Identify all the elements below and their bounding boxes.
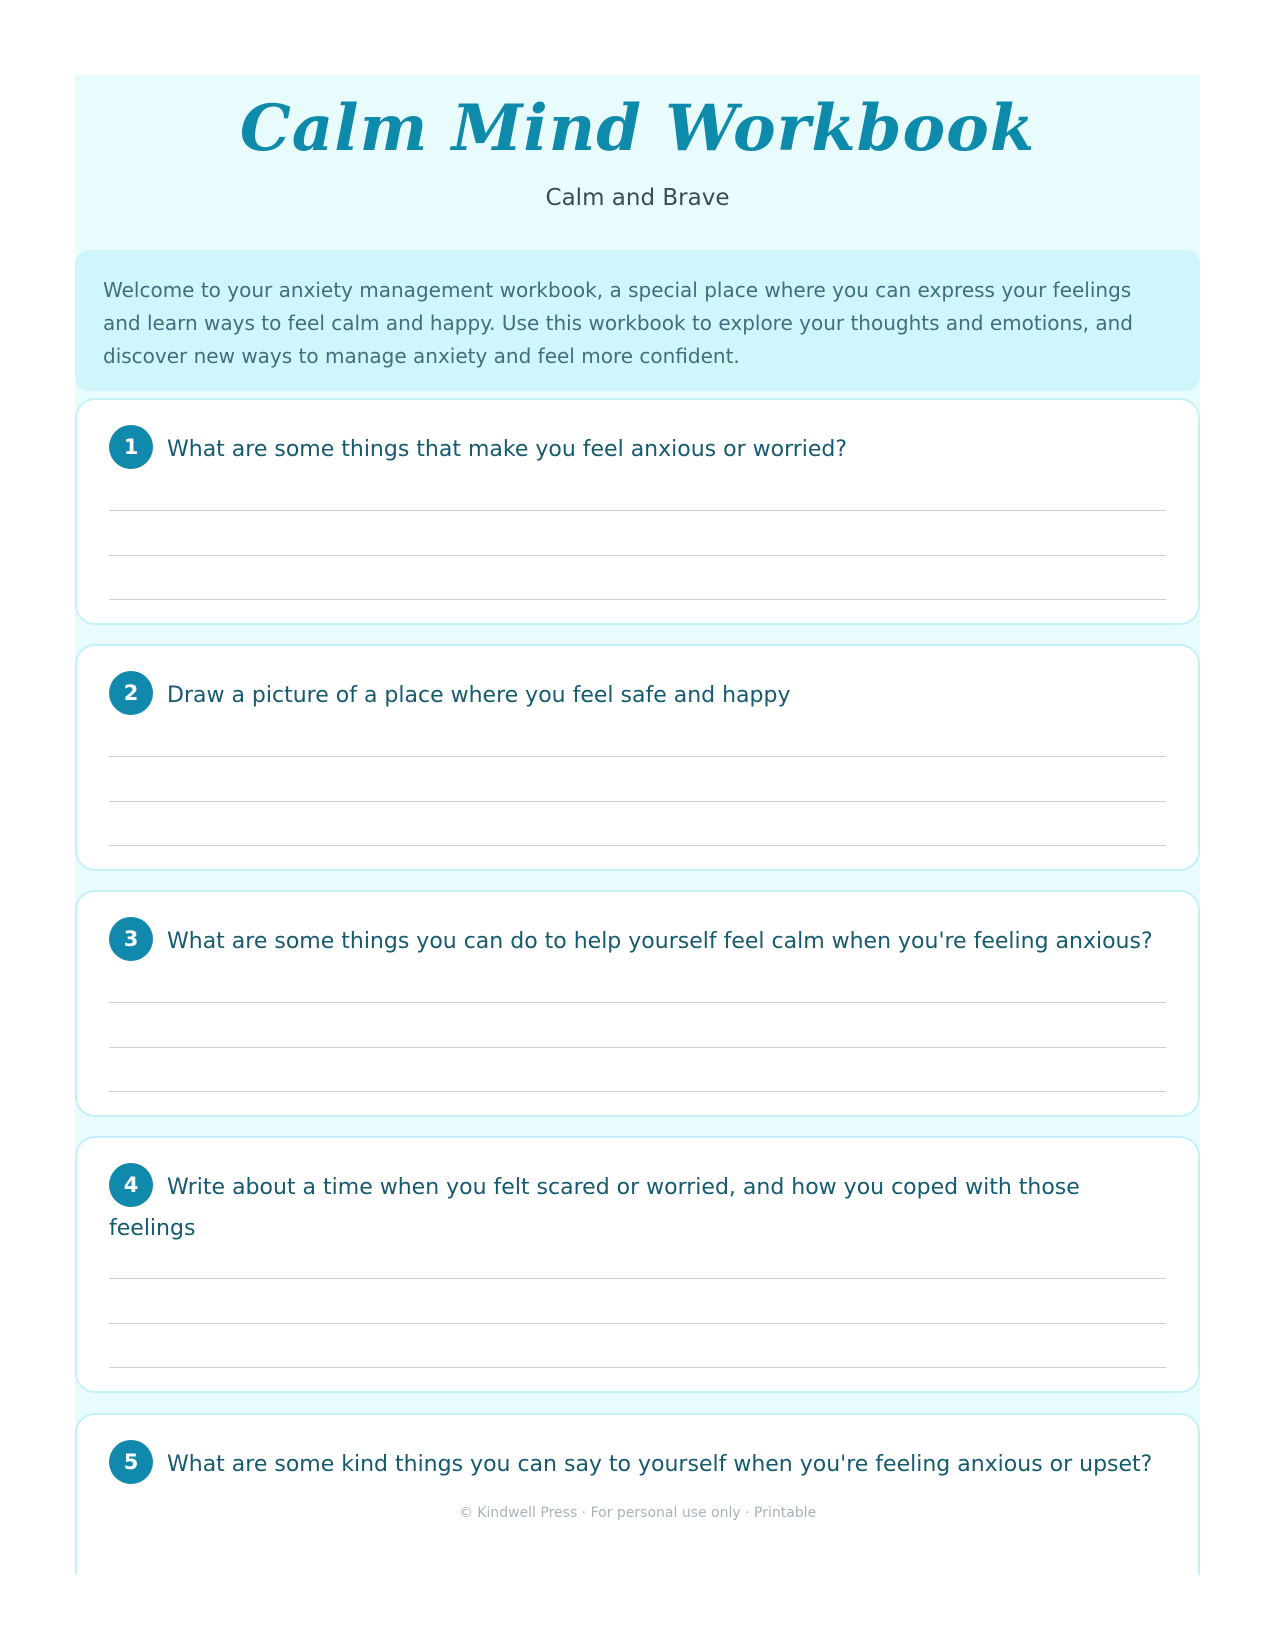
question-heading	[109, 1166, 1168, 1247]
page-title: Calm Mind Workbook	[239, 91, 1036, 166]
answer-line[interactable]	[109, 1002, 1166, 1003]
answer-line[interactable]	[109, 1047, 1166, 1048]
answer-line[interactable]	[109, 555, 1166, 556]
question-card-4	[75, 1136, 1200, 1393]
question-number-badge: 1	[109, 425, 153, 469]
answer-line[interactable]	[109, 756, 1166, 757]
answer-line[interactable]	[109, 845, 1166, 846]
question-card-2	[75, 644, 1200, 871]
question-heading	[109, 920, 1168, 964]
question-heading	[109, 428, 1168, 472]
footer-note: © Kindwell Press · For personal use only · Printable	[458, 1505, 817, 1521]
question-number-badge: 2	[109, 671, 153, 715]
question-card-3	[75, 890, 1200, 1117]
question-text: What are some things you can do to help yourself feel calm when you're feeling anxious?	[167, 929, 1153, 954]
answer-line[interactable]	[109, 1091, 1166, 1092]
intro-box	[75, 250, 1200, 391]
question-text: Draw a picture of a place where you feel safe and happy	[167, 683, 791, 708]
question-text: Write about a time when you felt scared or worried, and how you coped with those feelings	[109, 1175, 1080, 1241]
answer-line[interactable]	[109, 1367, 1166, 1368]
question-card-1	[75, 398, 1200, 625]
answer-line[interactable]	[109, 599, 1166, 600]
answer-line[interactable]	[109, 1278, 1166, 1279]
question-heading	[109, 674, 1168, 718]
question-number-badge: 5	[109, 1440, 153, 1484]
question-text: What are some things that make you feel anxious or worried?	[167, 437, 848, 462]
answer-line[interactable]	[109, 801, 1166, 802]
intro-text: Welcome to your anxiety management workbook, a special place where you can express your feelings and learn ways to feel calm and happy. Use this workbook to explore your thoughts and emotions, and discover new ways to manage anxiety and feel more confident.	[103, 278, 1133, 368]
question-text: What are some kind things you can say to yourself when you're feeling anxious or upset?	[167, 1452, 1153, 1477]
question-number-badge: 4	[109, 1163, 153, 1207]
answer-line[interactable]	[109, 510, 1166, 511]
question-number-badge: 3	[109, 917, 153, 961]
question-card-5	[75, 1413, 1200, 1575]
answer-line[interactable]	[109, 1323, 1166, 1324]
page-subtitle: Calm and Brave	[545, 185, 730, 211]
workbook-page	[75, 75, 1200, 1575]
question-heading	[109, 1443, 1168, 1487]
